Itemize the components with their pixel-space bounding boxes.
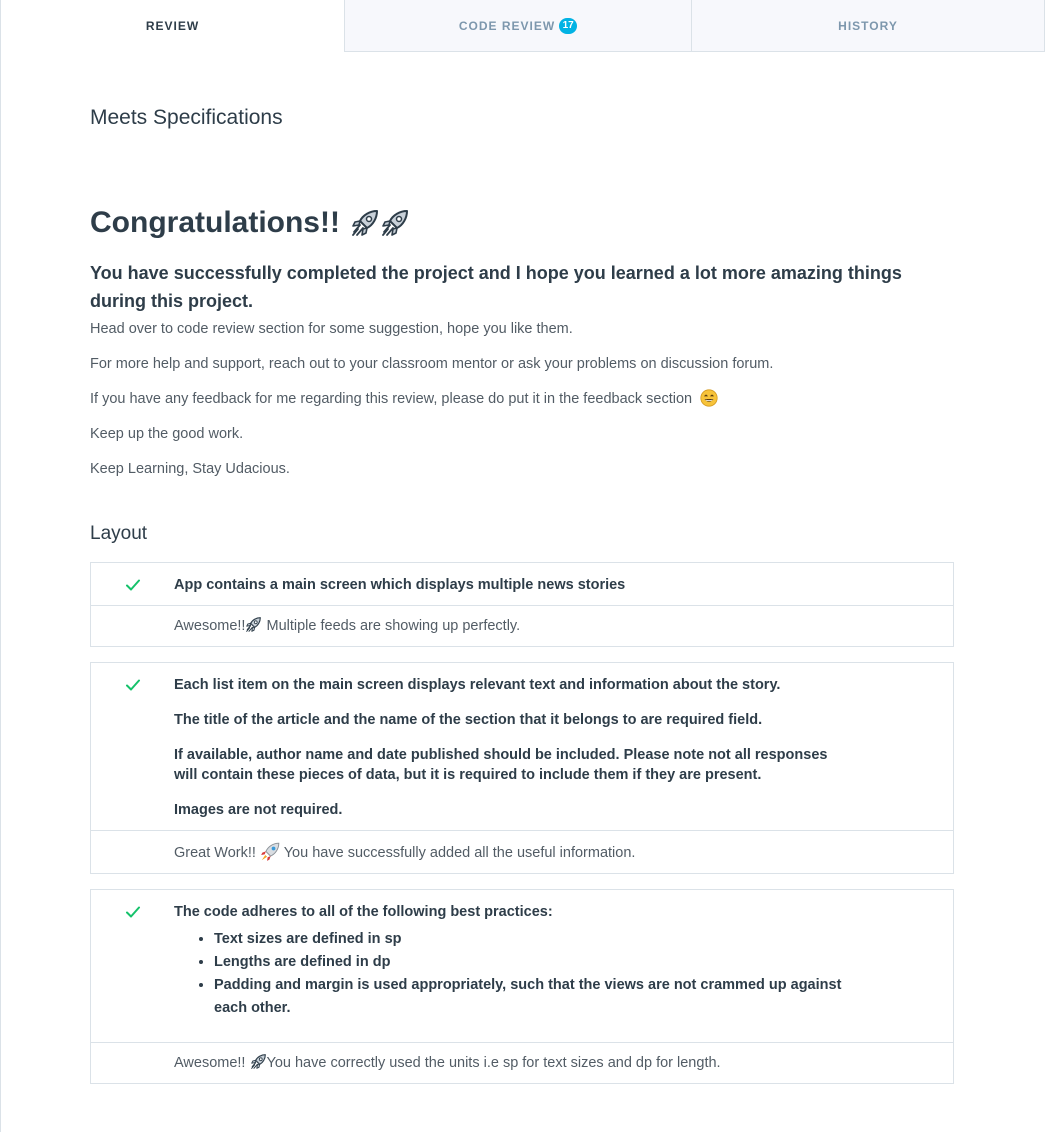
check-icon — [125, 577, 141, 593]
criterion-text — [174, 575, 953, 595]
criterion-line: If available, author name and date published should be included. Please note not all responses will contain these pieces of data, but it is required to include them if they are present. — [174, 747, 828, 783]
list-item: • Padding and margin is used appropriately, such that the views are not crammed up against each other. — [214, 974, 853, 1020]
paragraph: Head over to code review section for some suggestion, hope you like them. — [90, 321, 573, 337]
feedback-post: You have successfully added all the useful information. — [279, 844, 636, 861]
paragraph: For more help and support, reach out to your classroom mentor or ask your problems on discussion forum. — [90, 356, 774, 372]
criterion-card — [90, 662, 954, 874]
criterion-line: The code adheres to all of the following best practices: — [174, 904, 553, 920]
rocket-icon — [350, 208, 380, 238]
paragraph-text: If you have any feedback for me regarding this review, please do put it in the feedback section — [90, 391, 693, 407]
feedback-pre: Awesome!! — [174, 618, 246, 634]
rocket-icon — [245, 616, 262, 633]
criterion-line: The title of the article and the name of the section that it belongs to are required field. — [174, 712, 763, 728]
feedback-text — [174, 616, 520, 636]
criterion-line: App contains a main screen which displays multiple news stories — [174, 577, 626, 593]
tab-review[interactable] — [1, 0, 344, 52]
criterion-line: Images are not required. — [174, 802, 343, 818]
feedback-pre: Great Work!! — [174, 844, 260, 861]
criterion-card — [90, 889, 954, 1084]
tab-history-label: HISTORY — [838, 18, 898, 33]
rocket-icon — [380, 208, 410, 238]
feedback-text — [174, 1053, 721, 1073]
check-icon — [125, 677, 141, 693]
criterion-line: Each list item on the main screen displays relevant text and information about the story. — [174, 677, 781, 693]
list-item: • Lengths are defined in dp — [214, 951, 853, 974]
paragraph-feedback — [90, 389, 954, 409]
feedback-post: Multiple feeds are showing up perfectly. — [262, 618, 521, 634]
check-icon — [125, 904, 141, 920]
page-title-text: Congratulations!! — [90, 206, 340, 239]
review-status: Meets Specifications — [90, 106, 283, 129]
feedback-post: You have correctly used the units i.e sp for text sizes and dp for length. — [266, 1055, 721, 1071]
smile-emoji-icon — [700, 389, 718, 407]
criterion-row — [91, 663, 953, 831]
feedback-row — [91, 606, 953, 646]
feedback-pre: Awesome!! — [174, 1055, 250, 1071]
criterion-row — [91, 563, 953, 606]
paragraph: Keep up the good work. — [90, 426, 244, 442]
feedback-row — [91, 831, 953, 873]
page-title — [90, 203, 954, 243]
page-subtitle: You have successfully completed the project and I hope you learned a lot more amazing things during this project. — [90, 263, 902, 311]
feedback-row — [91, 1043, 953, 1083]
criterion-text — [174, 675, 953, 820]
tab-bar — [1, 0, 1045, 52]
criterion-text — [174, 902, 953, 1032]
review-content — [90, 52, 954, 1084]
check-icon-cell — [91, 575, 174, 595]
criterion-bullets — [174, 928, 853, 1020]
list-item: • Text sizes are defined in sp — [214, 928, 853, 951]
paragraph: Keep Learning, Stay Udacious. — [90, 461, 290, 477]
rocket-color-icon — [260, 842, 280, 862]
tab-code-review-label: CODE REVIEW — [458, 18, 556, 33]
section-title: Layout — [90, 523, 148, 544]
rocket-icon — [250, 1053, 267, 1070]
criterion-row — [91, 890, 953, 1043]
tab-code-review[interactable] — [344, 0, 691, 52]
code-review-count-badge: 17 — [559, 18, 577, 34]
tab-history[interactable] — [691, 0, 1045, 52]
check-icon-cell — [91, 675, 174, 820]
tab-review-label: REVIEW — [145, 19, 200, 33]
criterion-card — [90, 562, 954, 647]
check-icon-cell — [91, 902, 174, 1032]
feedback-text — [174, 842, 635, 863]
